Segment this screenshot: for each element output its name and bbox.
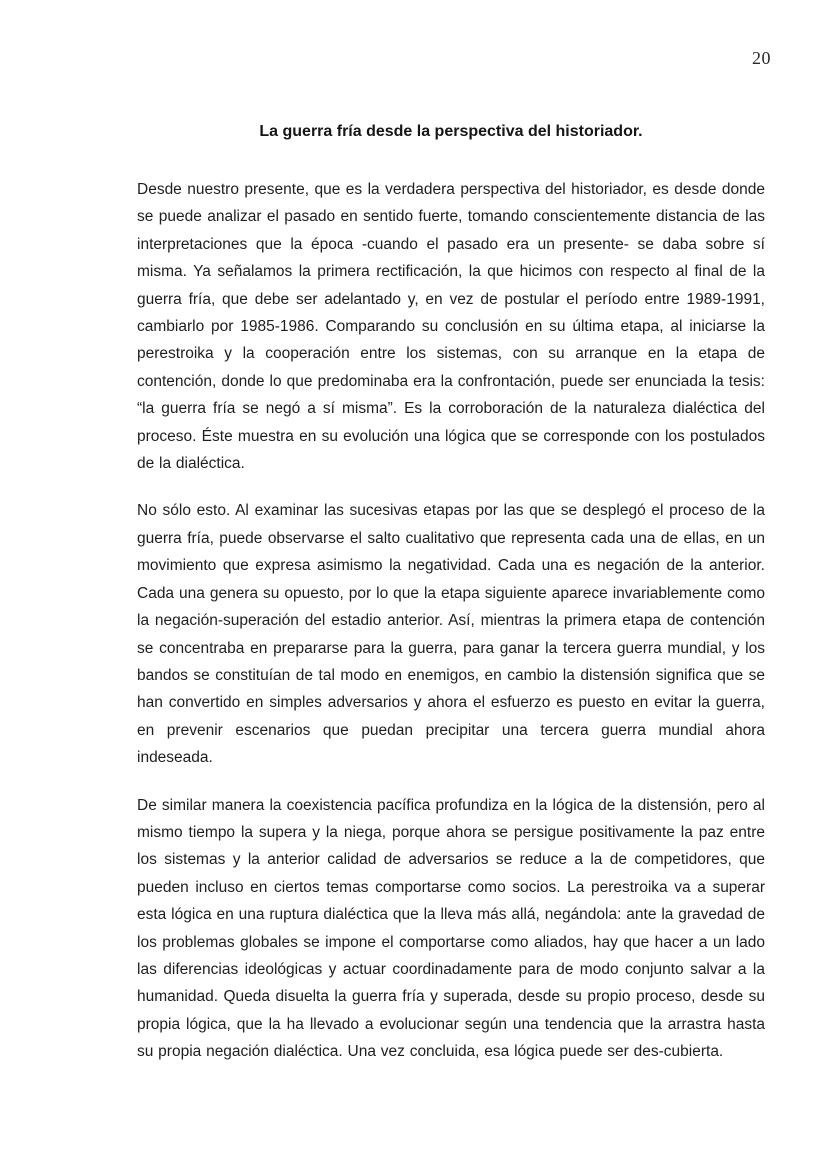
paragraph: No sólo esto. Al examinar las sucesivas etapas por las que se desplegó el proceso de la guerra fría, puede observarse el salto cualitativo que representa cada una de ellas, en un movimiento que expresa asimismo la negatividad. Cada una es negación de la anterior. Cada una genera su opuesto, por lo que la etapa siguiente aparece invariablemente como la negación-superación del estadio anterior. Así, mientras la primera etapa de contención se concentraba en prepararse para la guerra, para ganar la tercera guerra mundial, y los bandos se constituían de tal modo en enemigos, en cambio la distensión significa que se han convertido en simples adversarios y ahora el esfuerzo es puesto en evitar la guerra, en prevenir escenarios que puedan precipitar una tercera guerra mundial ahora indeseada. (137, 502, 765, 767)
page-content (137, 122, 765, 1066)
paragraph: Desde nuestro presente, que es la verdadera perspectiva del historiador, es desde donde se puede analizar el pasado en sentido fuerte, tomando conscientemente distancia de las interpretaciones que la época -cuando el pasado era un presente- se daba sobre sí misma. Ya señalamos la primera rectificación, la que hicimos con respecto al final de la guerra fría, que debe ser adelantado y, en vez de postular el período entre 1989-1991, cambiarlo por 1985-1986. Comparando su conclusión en su última etapa, al iniciarse la perestroika y la cooperación entre los sistemas, con su arranque en la etapa de contención, donde lo que predominaba era la confrontación, puede ser enunciada la tesis: “la guerra fría se negó a sí misma”. Es la corroboración de la naturaleza dialéctica del proceso. Éste muestra en su evolución una lógica que se corresponde con los postulados de la dialéctica. (137, 181, 765, 473)
page-number: 20 (752, 48, 771, 68)
paragraph: De similar manera la coexistencia pacífica profundiza en la lógica de la distensión, pero al mismo tiempo la supera y la niega, porque ahora se persigue positivamente la paz entre los sistemas y la anterior calidad de adversarios se reduce a la de competidores, que pueden incluso en ciertos temas comportarse como socios. La perestroika va a superar esta lógica en una ruptura dialéctica que la lleva más allá, negándola: ante la gravedad de los problemas globales se impone el comportarse como aliados, hay que hacer a un lado las diferencias ideológicas y actuar coordinadamente para de modo conjunto salvar a la humanidad. Queda disuelta la guerra fría y superada, desde su propio proceso, desde su propia lógica, que la ha llevado a evolucionar según una tendencia que la arrastra hasta su propia negación dialéctica. Una vez concluida, esa lógica puede ser des-cubierta. (137, 796, 765, 1061)
page-title: La guerra fría desde la perspectiva del historiador. (259, 123, 643, 140)
